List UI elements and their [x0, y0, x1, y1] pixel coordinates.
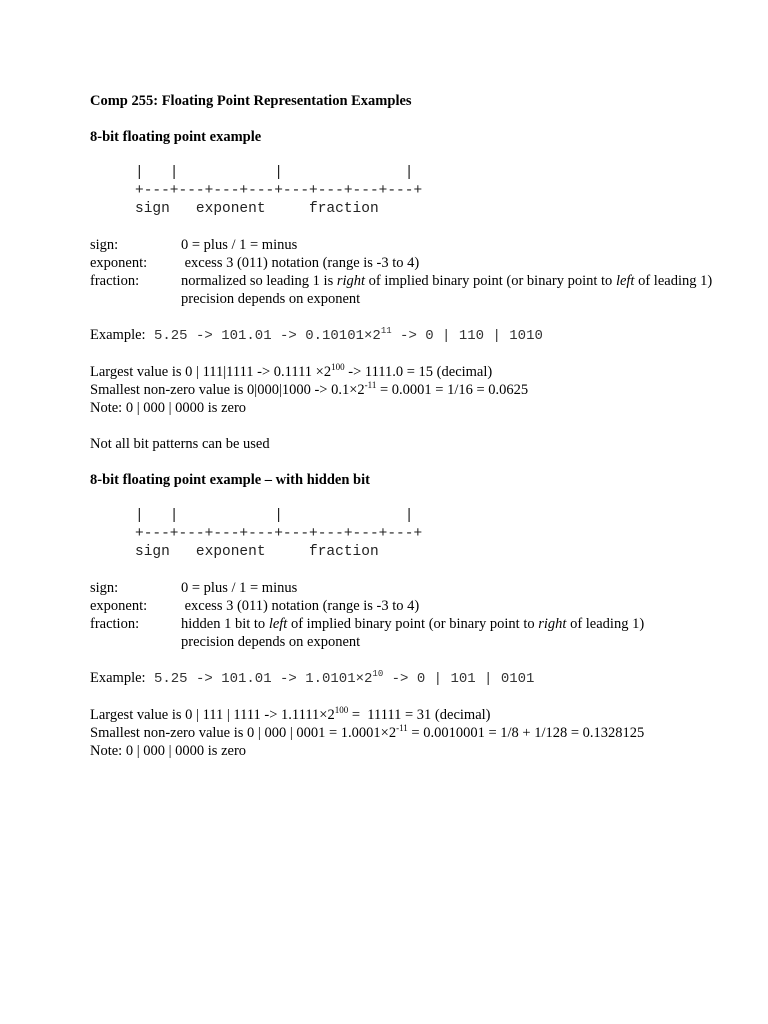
text-run: Smallest non-zero value is 0|000|1000 -> 0.1×2 [90, 382, 365, 398]
section2-note: Note: 0 | 000 | 0000 is zero [90, 743, 247, 759]
text-run: = 0.0001 = 1/16 = 0.0625 [376, 382, 529, 398]
fraction-line-2: precision depends on exponent [181, 291, 361, 307]
def-exponent [90, 597, 730, 615]
section2-smallest [90, 724, 730, 742]
exponent-sup: 100 [331, 362, 345, 372]
section1-example [90, 326, 730, 345]
section1-definitions [90, 236, 730, 308]
def-term: fraction: [90, 273, 140, 289]
def-fraction [90, 615, 730, 651]
section1-not-all: Not all bit patterns can be used [90, 436, 270, 452]
text-run: = 11111 = 31 (decimal) [348, 707, 491, 723]
diagram-ruler: +---+---+---+---+---+---+---+---+ [135, 183, 423, 199]
section1-bit-diagram [135, 164, 730, 218]
def-desc: 0 = plus / 1 = minus [181, 237, 298, 253]
section1-heading: 8-bit floating point example [90, 129, 262, 145]
text-run: normalized so leading 1 is [181, 273, 337, 289]
emphasis: right [538, 616, 567, 632]
emphasis: left [268, 616, 288, 632]
code-run: -> 0 | 110 | 1010 [391, 328, 543, 344]
diagram-labels: sign exponent fraction [135, 201, 379, 217]
emphasis: right [336, 273, 366, 289]
def-sign [90, 579, 730, 597]
emphasis: left [615, 273, 635, 289]
section2-heading: 8-bit floating point example – with hidden bit [90, 472, 370, 488]
section1-largest [90, 363, 730, 381]
def-term: exponent: [90, 598, 148, 614]
def-desc: 0 = plus / 1 = minus [181, 580, 298, 596]
section2-largest [90, 706, 730, 724]
def-desc: excess 3 (011) notation (range is -3 to 4) [181, 598, 420, 614]
example-code [146, 328, 543, 344]
code-run: 5.25 -> 101.01 -> 0.10101×2 [145, 328, 381, 344]
def-desc [181, 272, 730, 308]
text-run: Largest value is 0 | 111 | 1111 -> 1.1111×2 [90, 707, 335, 723]
text-run: Largest value is 0 | 111|1111 -> 0.1111 ×2 [90, 364, 332, 380]
def-term: exponent: [90, 255, 148, 271]
def-term: sign: [90, 237, 119, 253]
code-run: -> 0 | 101 | 0101 [383, 671, 535, 687]
text-run: -> 1111.0 = 15 (decimal) [344, 364, 493, 380]
text-run: hidden 1 bit to [181, 616, 269, 632]
def-fraction [90, 272, 730, 308]
text-run: of implied binary point (or binary point to [287, 616, 539, 632]
text-run: of leading 1) [566, 616, 645, 632]
exponent-sup: -11 [396, 723, 408, 733]
exponent-sup: 10 [372, 669, 384, 679]
text-run: = 0.0010001 = 1/8 + 1/128 = 0.1328125 [407, 725, 645, 741]
text-run: Smallest non-zero value is 0 | 000 | 0001 = 1.0001×2 [90, 725, 397, 741]
document-page [90, 92, 730, 760]
diagram-labels: sign exponent fraction [135, 544, 379, 560]
section2-bit-diagram [135, 507, 730, 561]
def-desc: excess 3 (011) notation (range is -3 to 4) [181, 255, 420, 271]
section2-definitions [90, 579, 730, 651]
fraction-line-2: precision depends on exponent [181, 634, 361, 650]
def-desc [181, 615, 730, 651]
def-exponent [90, 254, 730, 272]
def-term: fraction: [90, 616, 140, 632]
diagram-bars: | | | | [135, 508, 414, 524]
exponent-sup: -11 [364, 380, 377, 390]
diagram-bars: | | | | [135, 165, 414, 181]
fraction-line-1 [181, 272, 730, 290]
diagram-ruler: +---+---+---+---+---+---+---+---+ [135, 526, 423, 542]
example-label: Example: [90, 670, 146, 686]
section1-note: Note: 0 | 000 | 0000 is zero [90, 400, 247, 416]
example-label: Example: [90, 327, 146, 343]
def-term: sign: [90, 580, 119, 596]
exponent-sup: 11 [380, 326, 392, 336]
exponent-sup: 100 [334, 705, 349, 715]
text-run: of implied binary point (or binary point to [365, 273, 616, 289]
section2-example [90, 669, 730, 688]
document-title: Comp 255: Floating Point Representation Examples [90, 93, 412, 109]
def-sign [90, 236, 730, 254]
code-run: 5.25 -> 101.01 -> 1.0101×2 [145, 671, 373, 687]
section1-smallest [90, 381, 730, 399]
fraction-line-1 [181, 615, 730, 633]
example-code [146, 671, 535, 687]
text-run: of leading 1) [634, 273, 713, 289]
